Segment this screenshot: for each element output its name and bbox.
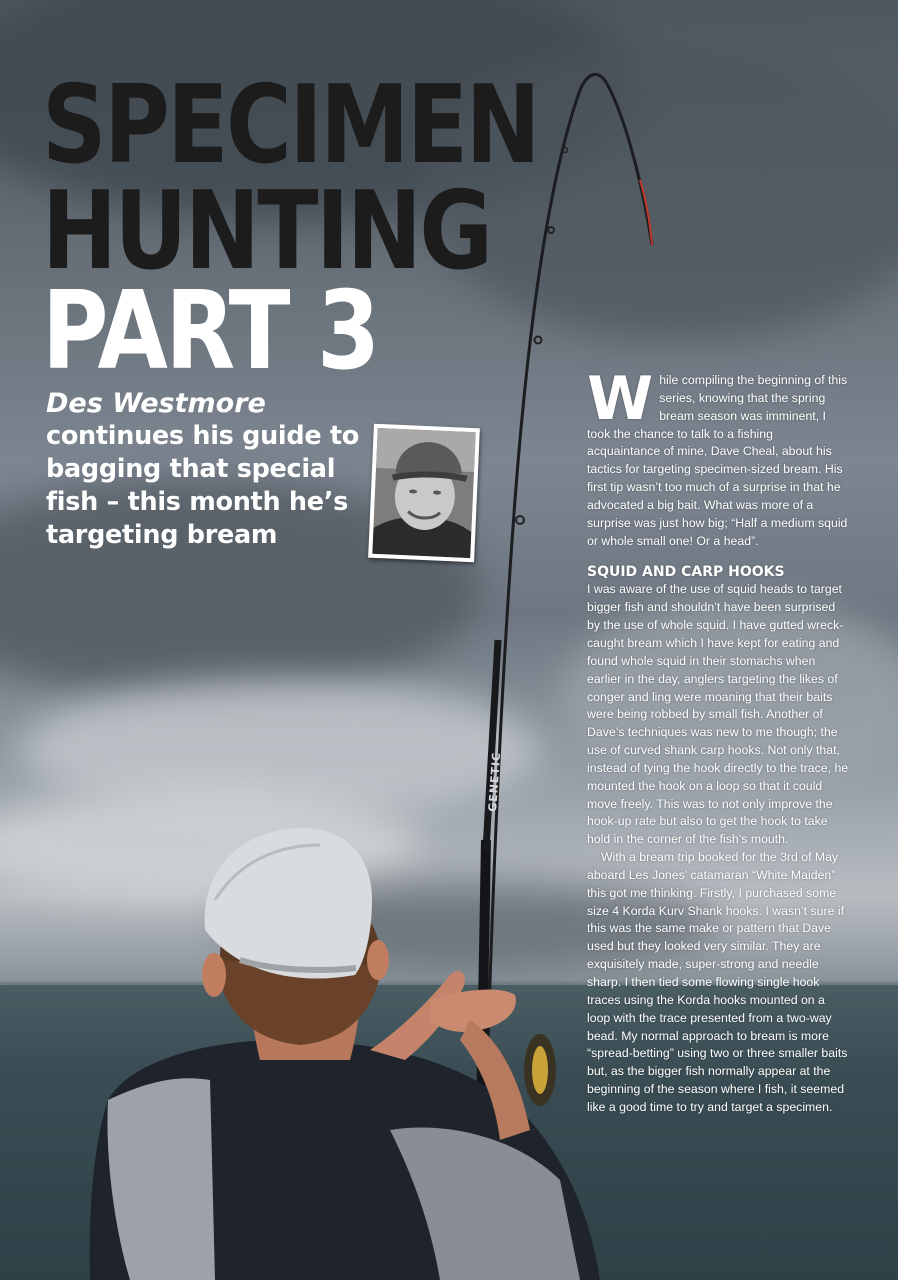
paragraph-2: With a bream trip booked for the 3rd of May aboard Les Jones’ catamaran “White Maiden” this got me thinking. Firstly, I purchased some size 4 Korda Kurv Shank hooks. I wasn’t sure if this was the same make or pattern that Dave used but they looked very similar. They are exquisitely made, super-strong and needle sharp. I then tied some flowing single hook traces using the Korda hooks mounted on a loop with the trace presented from a two-way bead. My normal approach to bream is more “spread-betting” using two or three smaller baits but, as the bigger fish normally appear at the beginning of the season where I fish, it seemed like a good time to try and target a specimen.: [587, 850, 848, 1114]
portrait-photo: [372, 428, 475, 558]
headline-line-3: PART 3: [42, 269, 378, 394]
author-portrait: [368, 424, 480, 562]
intro-paragraph: [587, 364, 849, 550]
page-edge: [898, 0, 906, 1280]
rod-label: GENETIC: [486, 751, 504, 813]
article-body: [587, 364, 849, 1117]
standfirst-text: continues his guide to bagging that special fish – this month he’s targeting bream: [46, 421, 360, 550]
author-name: Des Westmore: [46, 388, 266, 419]
headline-line-1: SPECIMEN: [42, 63, 539, 188]
section-heading: SQUID AND CARP HOOKS: [587, 564, 785, 581]
paragraph-1: I was aware of the use of squid heads to target bigger fish and shouldn’t have been surprised by the use of whole squid. I have gutted wreck-caught bream which I have kept for eating and found whole squid in their stomachs when earlier in the day, anglers targeting the likes of conger and ling were moaning that their baits were being robbed by small fish. Another of Dave’s techniques was new to me though; the use of curved shank carp hooks. Not only that, instead of tying the hook directly to the trace, he mounted the hook on a loop so that it could move freely. This was to not only improve the hook-up rate but also to get the hook to take hold in the corner of the fish’s mouth.: [587, 582, 849, 847]
standfirst: [46, 388, 376, 552]
intro-text: hile compiling the beginning of this series, knowing that the spring bream season was imminent, I took the chance to talk to a fishing acquaintance of mine, Dave Cheal, about his tactics for targeting specimen-sized bream. His first tip wasn’t too much of a surprise in that he advocated a big bait. What was more of a surprise was just how big; “Half a medium squid or whole small one! Or a head”.: [587, 373, 848, 548]
headline-line-2: HUNTING: [42, 169, 491, 294]
drop-cap: W: [587, 364, 654, 434]
